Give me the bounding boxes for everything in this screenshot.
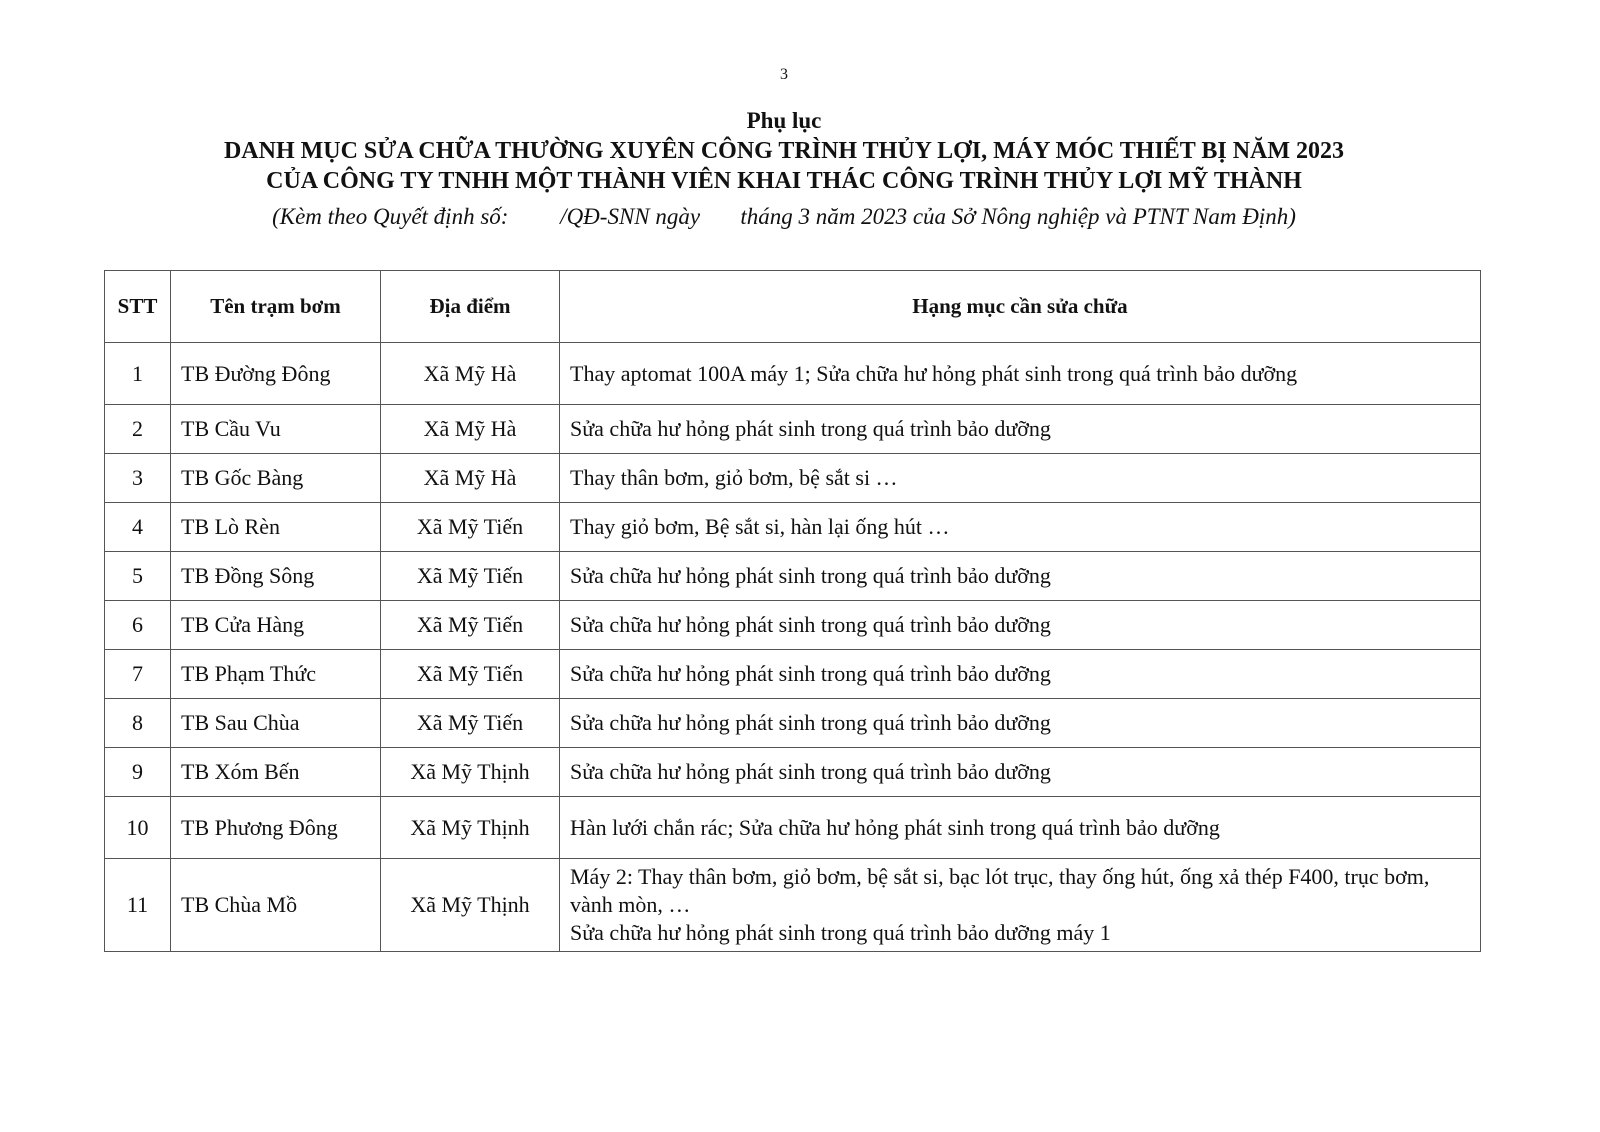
- page-number: 3: [780, 66, 788, 83]
- repair-item: Sửa chữa hư hỏng phát sinh trong quá trình bảo dưỡng: [570, 759, 1051, 784]
- column-header-repair-items: Hạng mục cần sửa chữa: [560, 271, 1481, 343]
- repair-item: Máy 2: Thay thân bơm, giỏ bơm, bệ sắt si, bạc lót trục, thay ống hút, ống xả thép F400, trục bơm, vành mòn, …: [570, 864, 1430, 917]
- table-row: [105, 797, 1481, 859]
- table-row: [105, 650, 1481, 699]
- row-station-name: TB Đồng Sông: [171, 552, 381, 601]
- row-station-name: TB Chùa Mồ: [171, 859, 381, 952]
- row-location: Xã Mỹ Tiến: [381, 503, 560, 552]
- row-stt: 11: [105, 859, 171, 952]
- row-station-name: TB Cầu Vu: [171, 405, 381, 454]
- repair-item: Thay giỏ bơm, Bệ sắt si, hàn lại ống hút …: [570, 514, 950, 539]
- table-row: [105, 343, 1481, 405]
- row-repair-items: [560, 503, 1481, 552]
- column-header-location: Địa điểm: [381, 271, 560, 343]
- table-row: [105, 552, 1481, 601]
- document-title-line-1: DANH MỤC SỬA CHỮA THƯỜNG XUYÊN CÔNG TRÌNH THỦY LỢI, MÁY MÓC THIẾT BỊ NĂM 2023: [223, 138, 1345, 164]
- row-repair-items: [560, 601, 1481, 650]
- row-stt: 4: [105, 503, 171, 552]
- repair-item: Sửa chữa hư hỏng phát sinh trong quá trình bảo dưỡng: [570, 563, 1051, 588]
- row-location: Xã Mỹ Tiến: [381, 650, 560, 699]
- row-station-name: TB Phạm Thức: [171, 650, 381, 699]
- row-location: Xã Mỹ Hà: [381, 343, 560, 405]
- document-title-line-2: CỦA CÔNG TY TNHH MỘT THÀNH VIÊN KHAI THÁC CÔNG TRÌNH THỦY LỢI MỸ THÀNH: [266, 168, 1302, 194]
- column-header-station-name: Tên trạm bơm: [171, 271, 381, 343]
- column-header-stt: STT: [105, 271, 171, 343]
- document-header: [0, 106, 1568, 232]
- row-location: Xã Mỹ Tiến: [381, 552, 560, 601]
- row-repair-items: [560, 650, 1481, 699]
- table-row: [105, 405, 1481, 454]
- row-location: Xã Mỹ Thịnh: [381, 748, 560, 797]
- row-stt: 9: [105, 748, 171, 797]
- row-station-name: TB Đường Đông: [171, 343, 381, 405]
- row-stt: 8: [105, 699, 171, 748]
- row-stt: 5: [105, 552, 171, 601]
- row-repair-items: [560, 405, 1481, 454]
- table-row: [105, 748, 1481, 797]
- row-station-name: TB Xóm Bến: [171, 748, 381, 797]
- row-location: Xã Mỹ Hà: [381, 454, 560, 503]
- row-stt: 7: [105, 650, 171, 699]
- row-station-name: TB Gốc Bàng: [171, 454, 381, 503]
- row-repair-items: [560, 552, 1481, 601]
- row-stt: 10: [105, 797, 171, 859]
- table-row: [105, 454, 1481, 503]
- row-repair-items: [560, 748, 1481, 797]
- repair-item: Sửa chữa hư hỏng phát sinh trong quá trình bảo dưỡng máy 1: [570, 920, 1111, 945]
- row-stt: 1: [105, 343, 171, 405]
- repair-item: Sửa chữa hư hỏng phát sinh trong quá trình bảo dưỡng: [570, 710, 1051, 735]
- table-header-row: [105, 271, 1481, 343]
- repair-item: Sửa chữa hư hỏng phát sinh trong quá trình bảo dưỡng: [570, 612, 1051, 637]
- row-repair-items: [560, 797, 1481, 859]
- row-stt: 6: [105, 601, 171, 650]
- repair-item: Sửa chữa hư hỏng phát sinh trong quá trình bảo dưỡng: [570, 416, 1051, 441]
- row-location: Xã Mỹ Hà: [381, 405, 560, 454]
- repair-list-table: [104, 270, 1481, 952]
- table-row: [105, 503, 1481, 552]
- document-subtitle: (Kèm theo Quyết định số: /QĐ-SNN ngày tháng 3 năm 2023 của Sở Nông nghiệp và PTNT Nam Định): [272, 204, 1296, 229]
- row-repair-items: [560, 454, 1481, 503]
- row-station-name: TB Phương Đông: [171, 797, 381, 859]
- appendix-label: Phụ lục: [746, 108, 822, 133]
- row-location: Xã Mỹ Tiến: [381, 699, 560, 748]
- repair-item: Sửa chữa hư hỏng phát sinh trong quá trình bảo dưỡng: [570, 661, 1051, 686]
- repair-item: Hàn lưới chắn rác; Sửa chữa hư hỏng phát sinh trong quá trình bảo dưỡng: [570, 814, 1220, 840]
- row-location: Xã Mỹ Thịnh: [381, 859, 560, 952]
- row-stt: 2: [105, 405, 171, 454]
- row-stt: 3: [105, 454, 171, 503]
- row-repair-items: [560, 699, 1481, 748]
- row-repair-items: [560, 343, 1481, 405]
- table-row: [105, 601, 1481, 650]
- row-location: Xã Mỹ Tiến: [381, 601, 560, 650]
- row-station-name: TB Sau Chùa: [171, 699, 381, 748]
- row-repair-items: [560, 859, 1481, 952]
- repair-item: Thay thân bơm, giỏ bơm, bệ sắt si …: [570, 465, 898, 490]
- row-station-name: TB Lò Rèn: [171, 503, 381, 552]
- row-location: Xã Mỹ Thịnh: [381, 797, 560, 859]
- repair-item: Thay aptomat 100A máy 1; Sửa chữa hư hỏng phát sinh trong quá trình bảo dưỡng: [570, 360, 1298, 386]
- table-row: [105, 699, 1481, 748]
- table-row: [105, 859, 1481, 952]
- row-station-name: TB Cửa Hàng: [171, 601, 381, 650]
